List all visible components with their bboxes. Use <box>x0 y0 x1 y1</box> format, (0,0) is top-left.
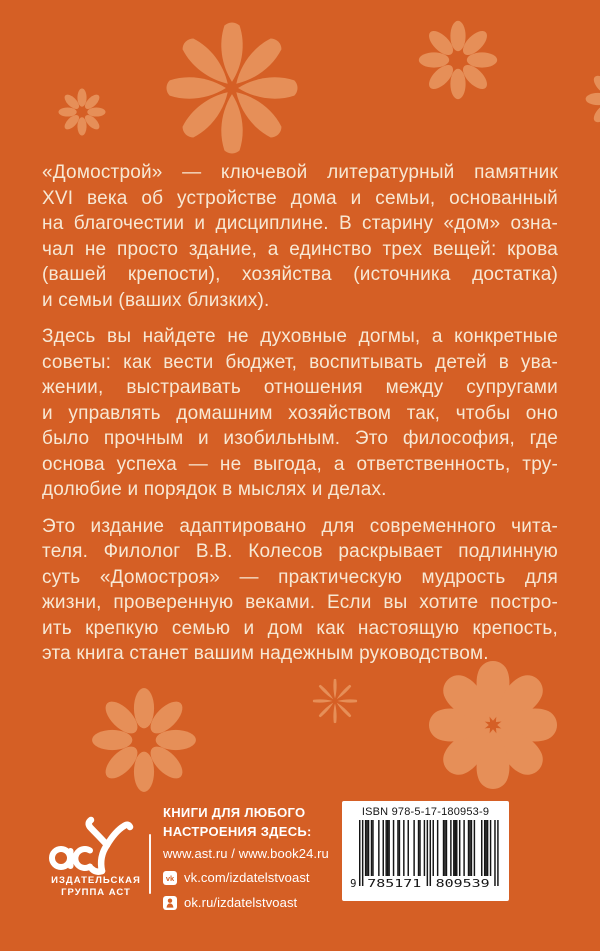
paragraph-line: и семьи (ваших близких). <box>42 289 270 311</box>
paragraph-line: на благочестии и дисциплине. В старину «дом» озна- <box>42 213 558 234</box>
ast-publisher-logo <box>38 813 154 899</box>
ean13-barcode-icon <box>350 820 502 892</box>
paragraph-line: (вашей крепости), хозяйства (источника достатка) <box>42 264 558 285</box>
flower-icon <box>585 67 600 131</box>
paragraph-line: было прочным и изобильным. Это философия, где <box>42 428 558 449</box>
svg-text:9: 9 <box>349 878 356 890</box>
publisher-footer <box>0 791 600 951</box>
paragraph <box>42 514 558 667</box>
starburst-flower-icon <box>310 676 360 726</box>
publisher-websites: www.ast.ru / www.book24.ru <box>163 846 329 861</box>
paragraph-line: Это издание адаптировано для современного чита- <box>42 515 558 537</box>
paragraph-line: XVI века об устройстве дома и семьи, основанный <box>42 187 558 209</box>
flower-icon <box>418 20 498 100</box>
publisher-caption-line2: ГРУППА АСТ <box>61 887 131 898</box>
promo-heading-line1: КНИГИ ДЛЯ ЛЮБОГО <box>163 805 306 820</box>
paragraph-line: жизни, проверенную веками. Если вы хотите постро- <box>42 592 558 613</box>
vk-link-row <box>163 868 329 887</box>
isbn-label: ISBN 978-5-17-180953-9 <box>361 806 490 818</box>
paragraph-line: теля. Филолог В.В. Колесов раскрывает подлинную <box>42 541 558 562</box>
paragraph-line: и управлять домашним хозяйством так, чтобы оно <box>42 402 558 424</box>
paragraph-line: Здесь вы найдете не духовные догмы, а конкретные <box>42 326 558 347</box>
ok-link-row <box>163 893 329 912</box>
vk-link-label: vk.com/izdatelstvoast <box>184 870 310 885</box>
paragraph <box>42 160 558 313</box>
paragraph <box>42 324 558 503</box>
annotation-text <box>42 160 558 678</box>
vk-icon <box>163 871 177 885</box>
barcode-box <box>342 801 509 901</box>
starburst-flower-icon <box>156 12 308 164</box>
ok-icon <box>163 896 177 910</box>
paragraph-line: эта книга станет вашим надежным руководством. <box>42 643 489 664</box>
ast-logo-icon <box>46 813 146 875</box>
flower-icon <box>91 687 197 793</box>
svg-text:vk: vk <box>165 873 175 883</box>
paragraph-line: основа успеха — не выгода, а ответственность, тру- <box>42 453 558 475</box>
paragraph-line: чал не просто здание, а единство трех вещей: крова <box>42 238 558 260</box>
paragraph-line: суть «Домостроя» — практическую мудрость для <box>42 566 558 588</box>
footer-divider <box>149 834 151 894</box>
svg-text:809539: 809539 <box>435 878 490 890</box>
promo-block <box>163 804 329 912</box>
paragraph-line: долюбие и порядок в мыслях и делах. <box>42 479 387 500</box>
paragraph-line: ить крепкую семью и дом как настоящую крепость, <box>42 617 558 639</box>
flower-icon <box>58 88 106 136</box>
paragraph-line: «Домострой» — ключевой литературный памятник <box>42 162 558 183</box>
ok-link-label: ok.ru/izdatelstvoast <box>184 895 298 910</box>
publisher-caption-line1: ИЗДАТЕЛЬСКАЯ <box>51 875 141 886</box>
svg-text:785171: 785171 <box>366 878 421 890</box>
promo-heading-line2: НАСТРОЕНИЯ ЗДЕСЬ: <box>163 823 312 839</box>
paragraph-line: жении, выстраивать отношения между супругами <box>42 377 558 398</box>
paragraph-line: советы: как вести бюджет, воспитывать детей в ува- <box>42 351 558 373</box>
